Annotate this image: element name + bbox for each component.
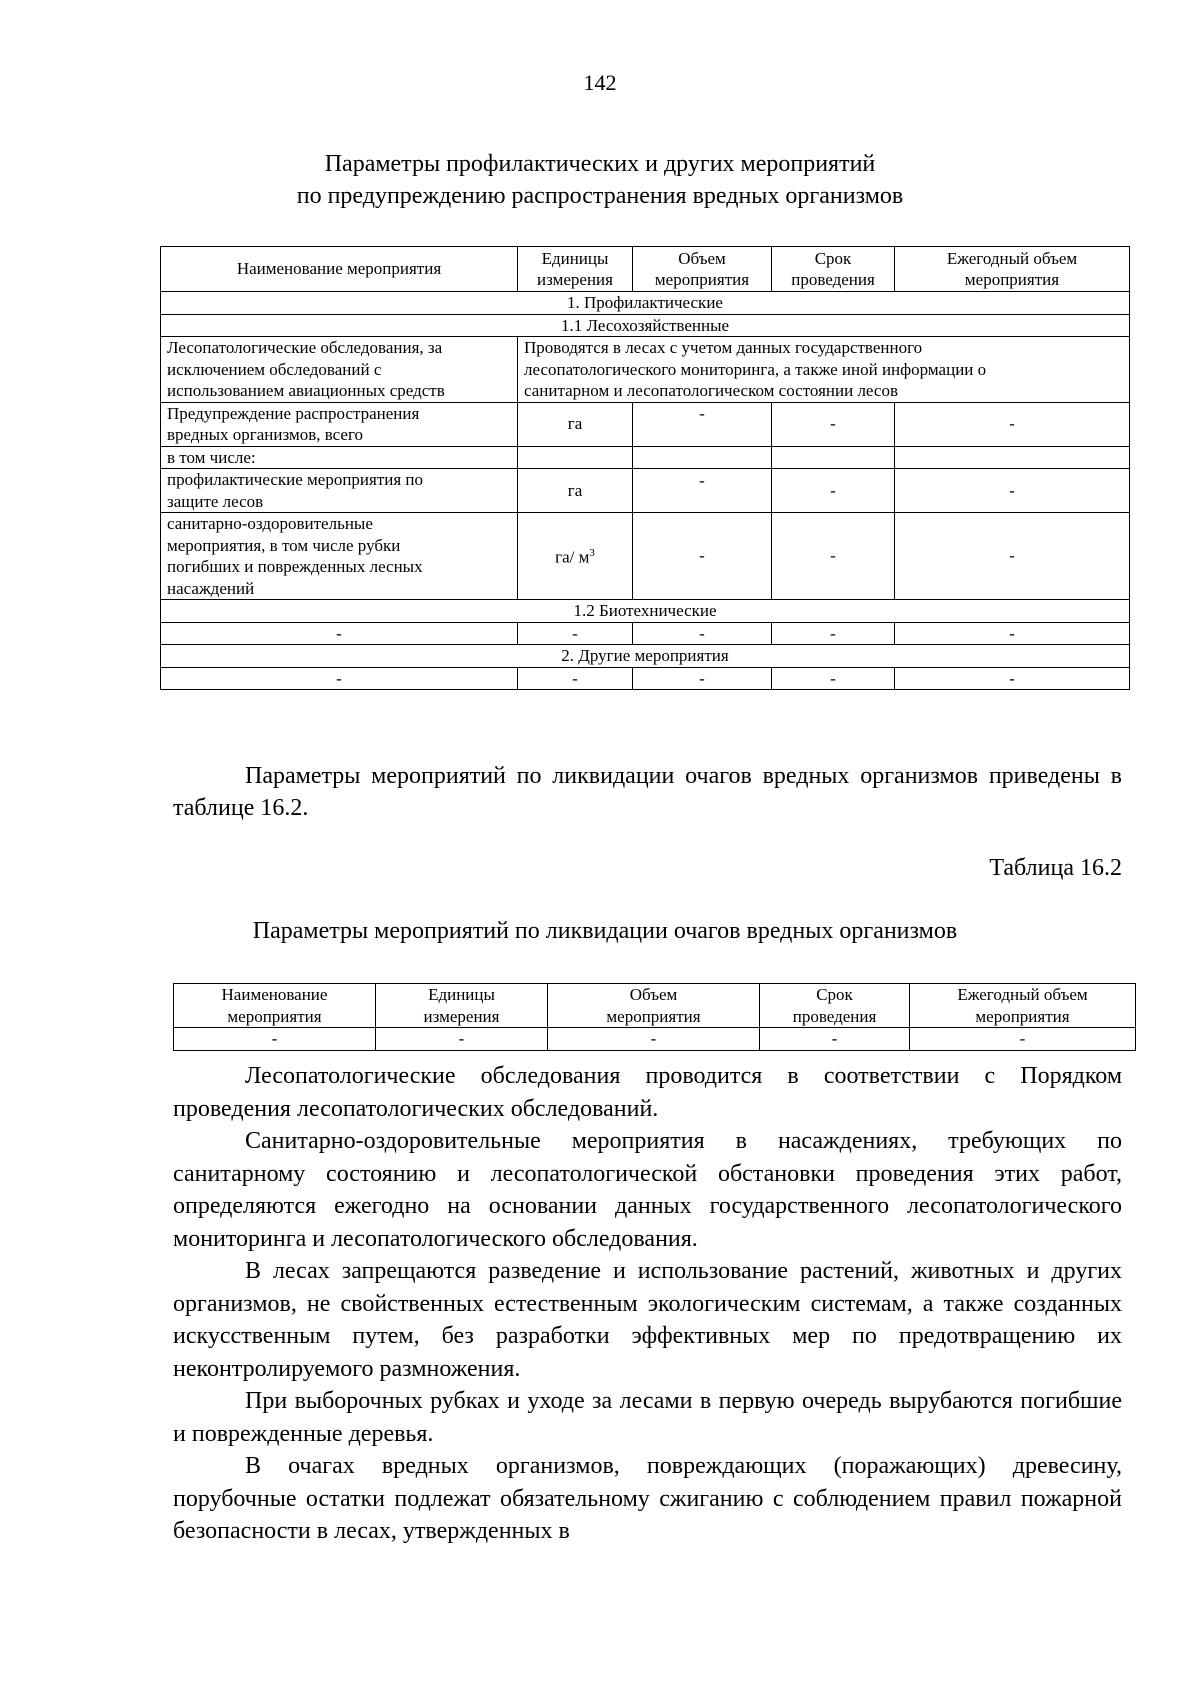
row-sanitary-name: санитарно-оздоровительные мероприятия, в том числе рубки погибших и поврежденных лесных насаждений — [161, 513, 518, 600]
section-row — [161, 600, 1130, 623]
paragraph-4: При выборочных рубках и уходе за лесами в первую очередь вырубаются погибшие и поврежденные деревья. — [173, 1388, 1122, 1447]
paragraph-5: В очагах вредных организмов, повреждающих (поражающих) древесину, порубочные остатки подлежат обязательному сжиганию с соблюдением правил пожарной безопасности в лесах, утвержденных в — [173, 1453, 1122, 1544]
header-annual: Ежегодный объем мероприятия — [895, 247, 1130, 292]
table-header-row — [161, 247, 1130, 292]
section-row — [161, 645, 1130, 668]
row-prophylactic-term: - — [772, 469, 895, 513]
section-prophylactic: 1. Профилактические — [161, 292, 1130, 315]
row-sanitary-annual: - — [895, 513, 1130, 600]
row-prophylactic-annual: - — [895, 469, 1130, 513]
table-row — [161, 337, 1130, 403]
table-label: Таблица 16.2 — [989, 855, 1122, 881]
body-text — [173, 1060, 1122, 1548]
header-volume: Объем мероприятия — [633, 247, 772, 292]
row-prevent-annual: - — [895, 402, 1130, 446]
section-forestry: 1.1 Лесохозяйственные — [161, 314, 1130, 337]
paragraph-2: Санитарно-оздоровительные мероприятия в насаждениях, требующих по санитарному состоянию и лесопатологической обстановки проведения этих работ, определяются ежегодно на основании данных государственного лесопатологического мониторинга и лесопатологического обследования. — [173, 1128, 1122, 1252]
paragraph-3: В лесах запрещаются разведение и использование растений, животных и других организмов, не свойственных естественным экологическим системам, а также созданных искусственным путем, без разработки эффективных мер по предотвращению их неконтролируемого размножения. — [173, 1258, 1122, 1382]
table-row — [161, 469, 1130, 513]
row-sanitary-unit: га/ $м^3$ — [518, 513, 633, 600]
row-sanitary-volume: - — [633, 513, 772, 600]
table-row — [161, 446, 1130, 469]
row-prophylactic-name: профилактические мероприятия по защите лесов — [161, 469, 518, 513]
table1-title-line1: Параметры профилактических и других мероприятий — [324, 151, 876, 177]
row-prevent-volume: - — [633, 402, 772, 446]
table-row: - - - - - — [174, 1028, 1136, 1051]
row-prophylactic-unit: га — [518, 469, 633, 513]
row-prophylactic-volume: - — [633, 469, 772, 513]
table1-title — [0, 148, 1200, 212]
header-units: Единицы измерения — [518, 247, 633, 292]
header-name: Наименование мероприятия — [161, 247, 518, 292]
header-term: Срок проведения — [772, 247, 895, 292]
table-row — [161, 402, 1130, 446]
table-row: - - - - - — [161, 622, 1130, 645]
row-survey-name: Лесопатологические обследования, за исключением обследований с использованием авиационных средств — [161, 337, 518, 403]
section-biotech: 1.2 Биотехнические — [161, 600, 1130, 623]
page-number: 142 — [583, 70, 617, 95]
table-row — [161, 513, 1130, 600]
prophylactic-measures-table — [160, 246, 1130, 690]
table-header-row: Наименование мероприятия Единицы измерения Объем мероприятия Срок проведения Ежегодный объем мероприятия — [174, 984, 1136, 1028]
liquidation-measures-table — [173, 983, 1136, 1051]
table-row: - - - - - — [161, 667, 1130, 690]
row-including-name: в том числе: — [161, 446, 518, 469]
section-row — [161, 314, 1130, 337]
row-prevent-term: - — [772, 402, 895, 446]
section-row — [161, 292, 1130, 315]
row-survey-note: Проводятся в лесах с учетом данных государственного лесопатологического мониторинга, а также иной информации о санитарном и лесопатологическом состоянии лесов — [518, 337, 1130, 403]
row-prevent-name: Предупреждение распространения вредных организмов, всего — [161, 402, 518, 446]
paragraph-1: Лесопатологические обследования проводится в соответствии с Порядком проведения лесопатологических обследований. — [173, 1063, 1122, 1122]
intro-paragraph: Параметры мероприятий по ликвидации очагов вредных организмов приведены в таблице 16.2. — [173, 763, 1122, 821]
section-other: 2. Другие мероприятия — [161, 645, 1130, 668]
table1-title-line2: по предупреждению распространения вредных организмов — [296, 183, 904, 209]
table2-title: Параметры мероприятий по ликвидации очагов вредных организмов — [252, 918, 958, 944]
row-sanitary-term: - — [772, 513, 895, 600]
row-prevent-unit: га — [518, 402, 633, 446]
